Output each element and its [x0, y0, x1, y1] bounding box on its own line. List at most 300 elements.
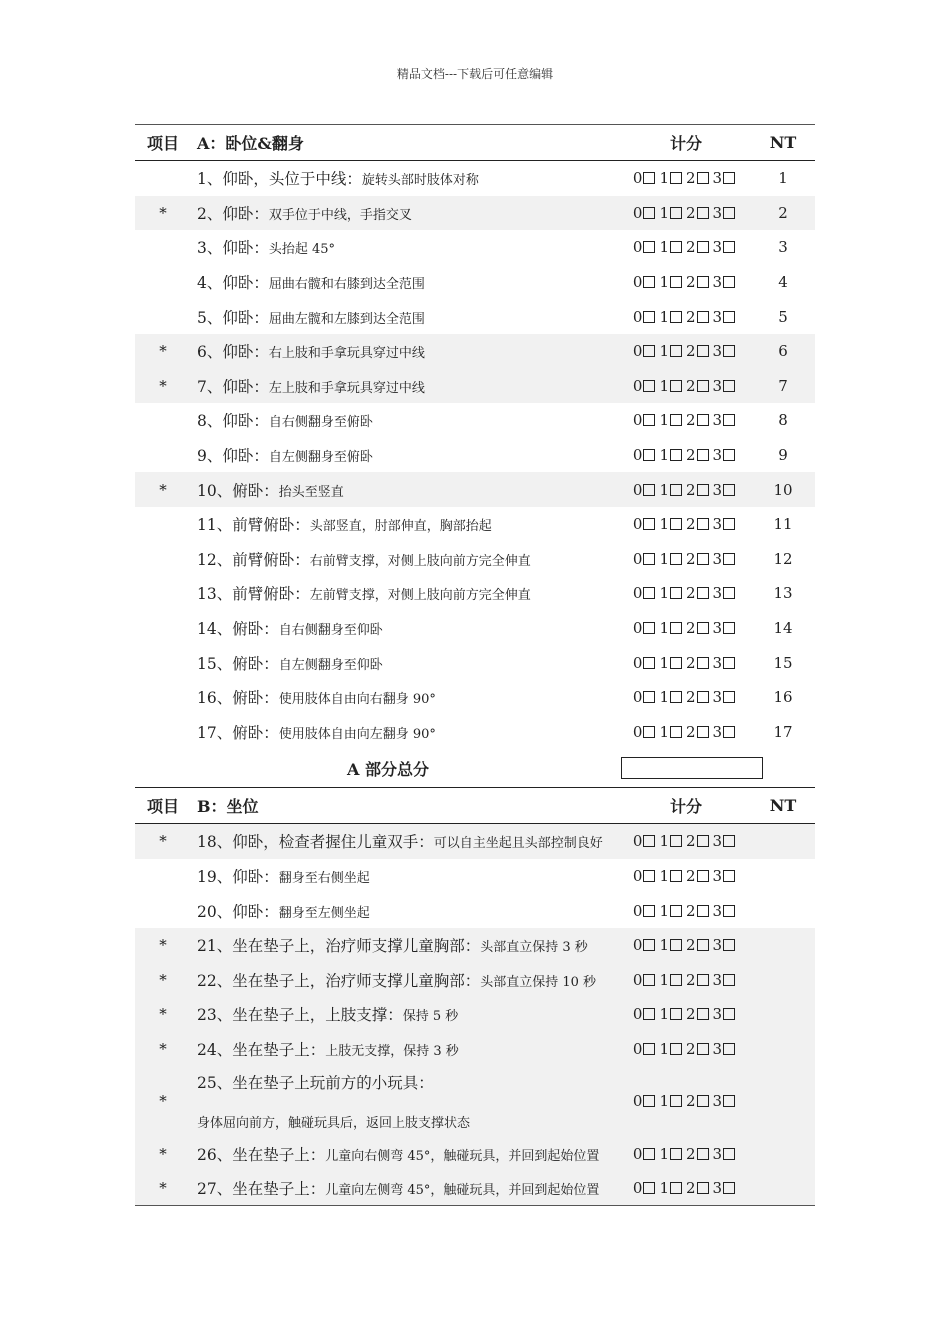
score-options	[621, 308, 751, 326]
table-row	[135, 472, 815, 507]
score-option-label: 1	[659, 584, 669, 603]
score-option-label: 1	[659, 970, 669, 989]
score-option-label: 2	[686, 342, 696, 361]
score-checkbox[interactable]	[697, 449, 709, 461]
item-title: 10、俯卧：	[197, 481, 279, 500]
score-option-label: 2	[686, 1179, 696, 1198]
key-item-star: *	[159, 1092, 167, 1111]
table-row	[135, 1171, 815, 1206]
score-checkbox[interactable]	[697, 657, 709, 669]
item-detail: 右上肢和手拿玩具穿过中线	[268, 346, 425, 362]
score-checkbox[interactable]	[697, 587, 709, 599]
score-option-label: 0	[632, 515, 643, 534]
score-checkbox[interactable]	[723, 622, 735, 634]
nt-value: 12	[773, 549, 793, 568]
score-option-label: 2	[686, 866, 696, 885]
score-options	[621, 204, 751, 222]
score-checkbox[interactable]	[697, 974, 709, 986]
item-title: 14、俯卧：	[197, 620, 279, 639]
score-option-label: 2	[686, 238, 696, 257]
section-a-title: A：卧位&翻身	[197, 134, 304, 153]
score-checkbox[interactable]	[697, 172, 709, 184]
nt-value: 2	[778, 203, 788, 222]
score-option-label: 3	[712, 238, 723, 257]
score-checkbox[interactable]	[697, 691, 709, 703]
key-item-star: *	[159, 342, 167, 361]
score-option-label: 2	[686, 1144, 696, 1163]
score-option-label: 2	[686, 203, 696, 222]
score-checkbox[interactable]	[723, 1008, 735, 1020]
item-title: 20、仰卧：	[197, 902, 279, 921]
score-checkbox[interactable]	[723, 311, 735, 323]
item-description	[191, 306, 621, 328]
item-detail: 头抬起 45°	[268, 242, 336, 258]
section-a-total-label: A 部分总分	[347, 759, 429, 779]
item-detail: 头部直立保持 10 秒	[480, 974, 597, 990]
score-checkbox[interactable]	[643, 345, 655, 357]
score-checkbox[interactable]	[670, 449, 682, 461]
item-title: 25、坐在垫子上玩前方的小玩具：	[197, 1074, 434, 1093]
score-options	[621, 723, 751, 741]
table-row	[135, 962, 815, 997]
item-detail: 使用肢体自由向左翻身 90°	[278, 726, 436, 742]
item-title: 16、俯卧：	[197, 689, 279, 708]
score-checkbox[interactable]	[643, 172, 655, 184]
score-option-label: 1	[659, 273, 669, 292]
score-option-label: 0	[632, 238, 643, 257]
score-options	[621, 377, 751, 395]
key-item-star: *	[159, 1005, 167, 1024]
nt-value: 3	[778, 238, 788, 257]
item-detail: 左上肢和手拿玩具穿过中线	[268, 380, 425, 396]
key-item-star: *	[159, 1179, 167, 1198]
nt-value: 17	[773, 722, 793, 741]
score-options	[621, 515, 751, 533]
score-options	[621, 1040, 751, 1058]
table-row	[135, 824, 815, 859]
table-row	[135, 403, 815, 438]
score-checkbox[interactable]	[697, 414, 709, 426]
score-checkbox[interactable]	[723, 870, 735, 882]
score-checkbox[interactable]	[723, 276, 735, 288]
item-description	[191, 236, 621, 258]
score-checkbox[interactable]	[643, 835, 655, 847]
score-checkbox[interactable]	[670, 870, 682, 882]
item-title: 11、前臂俯卧：	[197, 516, 310, 535]
score-options	[621, 688, 751, 706]
item-detail: 头部直立保持 3 秒	[480, 940, 588, 956]
score-checkbox[interactable]	[670, 380, 682, 392]
score-checkbox[interactable]	[723, 241, 735, 253]
score-option-label: 3	[712, 832, 723, 851]
score-option-label: 1	[659, 1092, 669, 1111]
score-option-label: 2	[686, 653, 696, 672]
section-a-rows	[135, 161, 815, 749]
score-option-label: 1	[659, 653, 669, 672]
item-description	[191, 1143, 621, 1165]
score-checkbox[interactable]	[723, 484, 735, 496]
table-row	[135, 680, 815, 715]
score-checkbox[interactable]	[697, 345, 709, 357]
score-option-label: 0	[632, 411, 643, 430]
score-checkbox[interactable]	[697, 311, 709, 323]
score-option-label: 1	[659, 722, 669, 741]
item-description	[191, 513, 621, 535]
score-options	[621, 238, 751, 256]
score-checkbox[interactable]	[697, 207, 709, 219]
score-option-label: 1	[659, 619, 669, 638]
score-option-label: 1	[659, 203, 669, 222]
score-option-label: 2	[686, 901, 696, 920]
score-checkbox[interactable]	[643, 380, 655, 392]
table-row	[135, 161, 815, 196]
score-checkbox[interactable]	[723, 1182, 735, 1194]
score-checkbox[interactable]	[670, 974, 682, 986]
score-checkbox[interactable]	[697, 1148, 709, 1160]
score-checkbox[interactable]	[670, 276, 682, 288]
table-row	[135, 542, 815, 577]
score-option-label: 0	[632, 653, 643, 672]
score-checkbox[interactable]	[643, 974, 655, 986]
score-option-label: 0	[632, 901, 643, 920]
score-options	[621, 273, 751, 291]
item-detail: 双手位于中线，手指交叉	[268, 207, 412, 223]
key-item-star: *	[159, 1039, 167, 1058]
nt-value: 14	[773, 619, 793, 638]
score-checkbox[interactable]	[670, 587, 682, 599]
score-option-label: 1	[659, 549, 669, 568]
score-checkbox[interactable]	[670, 241, 682, 253]
score-checkbox[interactable]	[723, 1148, 735, 1160]
score-checkbox[interactable]	[723, 587, 735, 599]
nt-value: 9	[778, 446, 788, 465]
score-option-label: 2	[686, 619, 696, 638]
nt-value: 15	[773, 653, 793, 672]
score-checkbox[interactable]	[643, 657, 655, 669]
key-item-star: *	[159, 376, 167, 395]
table-row	[135, 715, 815, 750]
score-option-label: 3	[712, 722, 723, 741]
table-row	[135, 438, 815, 473]
item-description	[191, 202, 621, 224]
nt-value: 16	[773, 688, 793, 707]
section-b-rows	[135, 824, 815, 1206]
key-item-star: *	[159, 1144, 167, 1163]
score-option-label: 3	[712, 619, 723, 638]
score-checkbox[interactable]	[697, 1043, 709, 1055]
nt-value: 7	[778, 376, 788, 395]
table-row	[135, 645, 815, 680]
item-description	[191, 1071, 621, 1131]
score-checkbox[interactable]	[670, 691, 682, 703]
score-checkbox[interactable]	[670, 518, 682, 530]
score-options	[621, 1179, 751, 1197]
item-detail: 自右侧翻身至仰卧	[278, 623, 383, 639]
score-checkbox[interactable]	[670, 414, 682, 426]
score-checkbox[interactable]	[670, 1043, 682, 1055]
score-checkbox[interactable]	[723, 905, 735, 917]
score-option-label: 1	[659, 376, 669, 395]
score-checkbox[interactable]	[670, 1095, 682, 1107]
score-checkbox[interactable]	[643, 1182, 655, 1194]
item-detail: 保持 5 秒	[402, 1009, 459, 1025]
item-detail: 翻身至左侧坐起	[278, 905, 370, 921]
score-checkbox[interactable]	[697, 1095, 709, 1107]
item-description	[191, 375, 621, 397]
score-option-label: 0	[632, 1144, 643, 1163]
item-detail: 屈曲左髋和左膝到达全范围	[268, 311, 425, 327]
score-checkbox[interactable]	[643, 518, 655, 530]
score-options	[621, 446, 751, 464]
score-option-label: 2	[686, 515, 696, 534]
score-option-label: 1	[659, 169, 669, 188]
score-checkbox[interactable]	[697, 835, 709, 847]
score-option-label: 3	[712, 688, 723, 707]
score-checkbox[interactable]	[697, 905, 709, 917]
table-row	[135, 1066, 815, 1136]
score-option-label: 0	[632, 936, 643, 955]
score-checkbox[interactable]	[643, 1008, 655, 1020]
score-checkbox[interactable]	[697, 622, 709, 634]
score-checkbox[interactable]	[643, 622, 655, 634]
score-checkbox[interactable]	[643, 1148, 655, 1160]
score-option-label: 0	[632, 688, 643, 707]
score-option-label: 3	[712, 1005, 723, 1024]
score-option-label: 0	[632, 446, 643, 465]
score-checkbox[interactable]	[670, 311, 682, 323]
score-option-label: 3	[712, 1039, 723, 1058]
score-option-label: 3	[712, 1144, 723, 1163]
score-checkbox[interactable]	[723, 380, 735, 392]
score-checkbox[interactable]	[643, 553, 655, 565]
score-options	[621, 867, 751, 885]
item-description	[191, 721, 621, 743]
score-checkbox[interactable]	[670, 622, 682, 634]
score-option-label: 0	[632, 619, 643, 638]
table-row	[135, 997, 815, 1032]
score-option-label: 1	[659, 342, 669, 361]
score-options	[621, 1145, 751, 1163]
item-title: 23、坐在垫子上，上肢支撑：	[197, 1006, 403, 1025]
score-checkbox[interactable]	[643, 870, 655, 882]
nt-value: 1	[778, 169, 788, 188]
nt-value: 11	[773, 515, 793, 534]
score-option-label: 3	[712, 1179, 723, 1198]
item-title: 4、仰卧：	[197, 274, 269, 293]
item-description	[191, 1003, 621, 1025]
score-checkbox[interactable]	[643, 449, 655, 461]
score-option-label: 2	[686, 722, 696, 741]
item-description	[191, 830, 621, 852]
score-checkbox[interactable]	[697, 1008, 709, 1020]
item-detail: 旋转头部时肢体对称	[361, 173, 479, 189]
score-option-label: 2	[686, 1039, 696, 1058]
score-options	[621, 1005, 751, 1023]
assessment-sheet	[135, 124, 815, 1206]
score-checkbox[interactable]	[697, 1182, 709, 1194]
score-option-label: 0	[632, 1005, 643, 1024]
score-option-label: 2	[686, 169, 696, 188]
score-checkbox[interactable]	[723, 726, 735, 738]
score-option-label: 1	[659, 446, 669, 465]
item-description	[191, 167, 621, 189]
score-checkbox[interactable]	[670, 172, 682, 184]
score-option-label: 0	[632, 203, 643, 222]
score-checkbox[interactable]	[723, 449, 735, 461]
score-checkbox[interactable]	[723, 172, 735, 184]
score-checkbox[interactable]	[697, 380, 709, 392]
score-options	[621, 481, 751, 499]
score-option-label: 1	[659, 1144, 669, 1163]
score-option-label: 1	[659, 480, 669, 499]
item-title: 24、坐在垫子上：	[197, 1040, 326, 1059]
score-options	[621, 654, 751, 672]
score-checkbox[interactable]	[670, 939, 682, 951]
score-checkbox[interactable]	[643, 414, 655, 426]
item-detail: 自右侧翻身至俯卧	[268, 415, 373, 431]
nt-value: 8	[778, 411, 788, 430]
key-item-star: *	[159, 832, 167, 851]
score-checkbox[interactable]	[670, 484, 682, 496]
score-checkbox[interactable]	[697, 484, 709, 496]
item-description	[191, 548, 621, 570]
score-options	[621, 169, 751, 187]
score-option-label: 2	[686, 376, 696, 395]
score-options	[621, 550, 751, 568]
score-checkbox[interactable]	[643, 207, 655, 219]
score-checkbox[interactable]	[723, 1043, 735, 1055]
score-checkbox[interactable]	[723, 553, 735, 565]
score-option-label: 3	[712, 653, 723, 672]
table-row	[135, 334, 815, 369]
score-options	[621, 619, 751, 637]
score-checkbox[interactable]	[723, 691, 735, 703]
item-title: 18、仰卧，检查者握住儿童双手：	[197, 833, 434, 852]
score-checkbox[interactable]	[643, 276, 655, 288]
table-row	[135, 1136, 815, 1171]
score-checkbox[interactable]	[697, 553, 709, 565]
score-checkbox[interactable]	[723, 657, 735, 669]
item-description	[191, 340, 621, 362]
score-checkbox[interactable]	[723, 207, 735, 219]
score-option-label: 1	[659, 936, 669, 955]
score-option-label: 3	[712, 376, 723, 395]
score-checkbox[interactable]	[723, 518, 735, 530]
col-nt-header: NT	[769, 796, 797, 816]
score-checkbox[interactable]	[697, 276, 709, 288]
item-detail: 自左侧翻身至俯卧	[268, 450, 373, 466]
score-checkbox[interactable]	[643, 691, 655, 703]
table-row	[135, 369, 815, 404]
table-row	[135, 928, 815, 963]
item-detail: 自左侧翻身至仰卧	[278, 657, 383, 673]
score-checkbox[interactable]	[670, 726, 682, 738]
score-checkbox[interactable]	[670, 1148, 682, 1160]
score-checkbox[interactable]	[643, 905, 655, 917]
table-row	[135, 507, 815, 542]
score-option-label: 2	[686, 273, 696, 292]
item-detail: 使用肢体自由向右翻身 90°	[278, 692, 436, 708]
score-option-label: 1	[659, 1039, 669, 1058]
table-row	[135, 299, 815, 334]
page-header-note: 精品文档---下载后可任意编辑	[396, 67, 554, 81]
score-options	[621, 411, 751, 429]
item-description	[191, 1038, 621, 1060]
item-title: 22、坐在垫子上，治疗师支撑儿童胸部：	[197, 971, 481, 990]
score-checkbox[interactable]	[723, 939, 735, 951]
score-checkbox[interactable]	[670, 1182, 682, 1194]
score-checkbox[interactable]	[670, 553, 682, 565]
score-option-label: 0	[632, 549, 643, 568]
score-checkbox[interactable]	[697, 518, 709, 530]
score-checkbox[interactable]	[643, 241, 655, 253]
nt-value: 6	[778, 342, 788, 361]
score-option-label: 1	[659, 515, 669, 534]
score-checkbox[interactable]	[643, 311, 655, 323]
score-checkbox[interactable]	[670, 345, 682, 357]
item-detail: 抬头至竖直	[278, 484, 344, 500]
section-a-total-input[interactable]	[621, 757, 763, 779]
score-checkbox[interactable]	[670, 905, 682, 917]
score-option-label: 1	[659, 688, 669, 707]
score-checkbox[interactable]	[723, 345, 735, 357]
score-checkbox[interactable]	[643, 1095, 655, 1107]
score-checkbox[interactable]	[723, 835, 735, 847]
score-options	[621, 971, 751, 989]
score-option-label: 2	[686, 584, 696, 603]
col-score-header: 计分	[669, 134, 702, 153]
score-checkbox[interactable]	[723, 1095, 735, 1107]
score-option-label: 0	[632, 722, 643, 741]
item-description	[191, 617, 621, 639]
score-checkbox[interactable]	[723, 974, 735, 986]
item-description	[191, 444, 621, 466]
score-checkbox[interactable]	[643, 484, 655, 496]
score-checkbox[interactable]	[670, 657, 682, 669]
score-checkbox[interactable]	[643, 939, 655, 951]
score-options	[621, 584, 751, 602]
score-checkbox[interactable]	[670, 835, 682, 847]
score-checkbox[interactable]	[643, 1043, 655, 1055]
item-detail: 上肢无支撑，保持 3 秒	[325, 1043, 459, 1059]
score-checkbox[interactable]	[697, 726, 709, 738]
score-checkbox[interactable]	[670, 1008, 682, 1020]
key-item-star: *	[159, 480, 167, 499]
score-checkbox[interactable]	[723, 414, 735, 426]
item-title: 15、俯卧：	[197, 654, 279, 673]
item-description	[191, 865, 621, 887]
item-title: 6、仰卧：	[197, 343, 269, 362]
score-checkbox[interactable]	[643, 587, 655, 599]
score-option-label: 1	[659, 238, 669, 257]
score-options	[621, 342, 751, 360]
score-option-label: 0	[632, 307, 643, 326]
score-options	[621, 832, 751, 850]
score-checkbox[interactable]	[697, 939, 709, 951]
item-title: 5、仰卧：	[197, 308, 269, 327]
key-item-star: *	[159, 203, 167, 222]
score-option-label: 2	[686, 480, 696, 499]
score-option-label: 0	[632, 169, 643, 188]
score-checkbox[interactable]	[697, 241, 709, 253]
score-checkbox[interactable]	[697, 870, 709, 882]
score-option-label: 2	[686, 549, 696, 568]
table-row	[135, 859, 815, 894]
score-checkbox[interactable]	[643, 726, 655, 738]
score-checkbox[interactable]	[670, 207, 682, 219]
score-option-label: 0	[632, 970, 643, 989]
score-option-label: 3	[712, 936, 723, 955]
